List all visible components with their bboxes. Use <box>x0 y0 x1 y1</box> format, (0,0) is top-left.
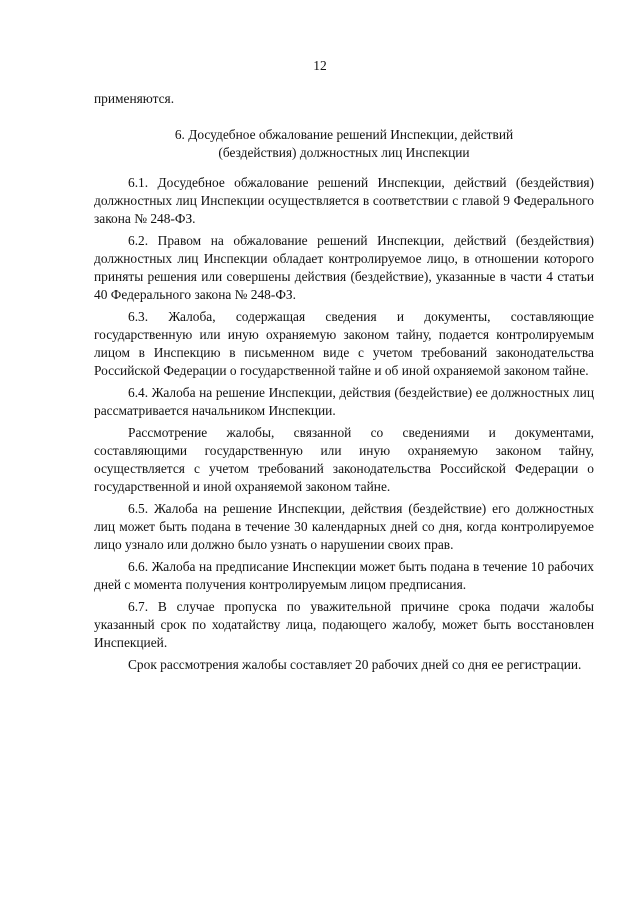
paragraph-6-6: 6.6. Жалоба на предписание Инспекции может быть подана в течение 10 рабочих дней с момента получения контролируемым лицом предписания. <box>94 559 594 592</box>
paragraph-6-5: 6.5. Жалоба на решение Инспекции, действия (бездействие) его должностных лиц может быть подана в течение 30 календарных дней со дня, когда контролируемое лицо узнало или должно было узнать о нарушении своих прав. <box>94 501 594 552</box>
section-heading-line-1: 6. Досудебное обжалование решений Инспекции, действий <box>174 127 514 142</box>
paragraph-6-1: 6.1. Досудебное обжалование решений Инспекции, действий (бездействия) должностных лиц Инспекции осуществляется в соответствии с главой 9 Федерального закона № 248-ФЗ. <box>94 175 594 226</box>
paragraph-6-2: 6.2. Правом на обжалование решений Инспекции, действий (бездействия) должностных лиц Инспекции обладает контролируемое лицо, в отношении которого приняты решения или совершены действия (бездействие), указанные в части 4 статьи 40 Федерального закона № 248-ФЗ. <box>94 233 594 302</box>
section-heading-line-2: (бездействия) должностных лиц Инспекции <box>218 145 470 160</box>
paragraph-6-4: 6.4. Жалоба на решение Инспекции, действия (бездействие) ее должностных лиц рассматривается начальником Инспекции. <box>94 385 594 418</box>
paragraph-6-4-review: Рассмотрение жалобы, связанной со сведениями и документами, составляющими государственную или иную охраняемую законом тайну, осуществляется с учетом требований законодательства Российской Федерации о государственной и иной охраняемой законом тайне. <box>94 425 594 494</box>
lead-line: применяются. <box>94 91 175 106</box>
document-body <box>94 90 594 674</box>
section-heading <box>94 126 594 162</box>
paragraph-6-7: 6.7. В случае пропуска по уважительной причине срока подачи жалобы указанный срок по ходатайству лица, подающего жалобу, может быть восстановлен Инспекцией. <box>94 599 594 650</box>
paragraph-review-term: Срок рассмотрения жалобы составляет 20 рабочих дней со дня ее регистрации. <box>128 657 582 672</box>
page-number: 12 <box>313 58 327 73</box>
paragraph-6-3: 6.3. Жалоба, содержащая сведения и документы, составляющие государственную или иную охраняемую законом тайну, подается контролируемым лицом в Инспекцию в письменном виде с учетом требований законодательства Российской Федерации о государственной тайне и об иной охраняемой законом тайне. <box>94 309 594 378</box>
